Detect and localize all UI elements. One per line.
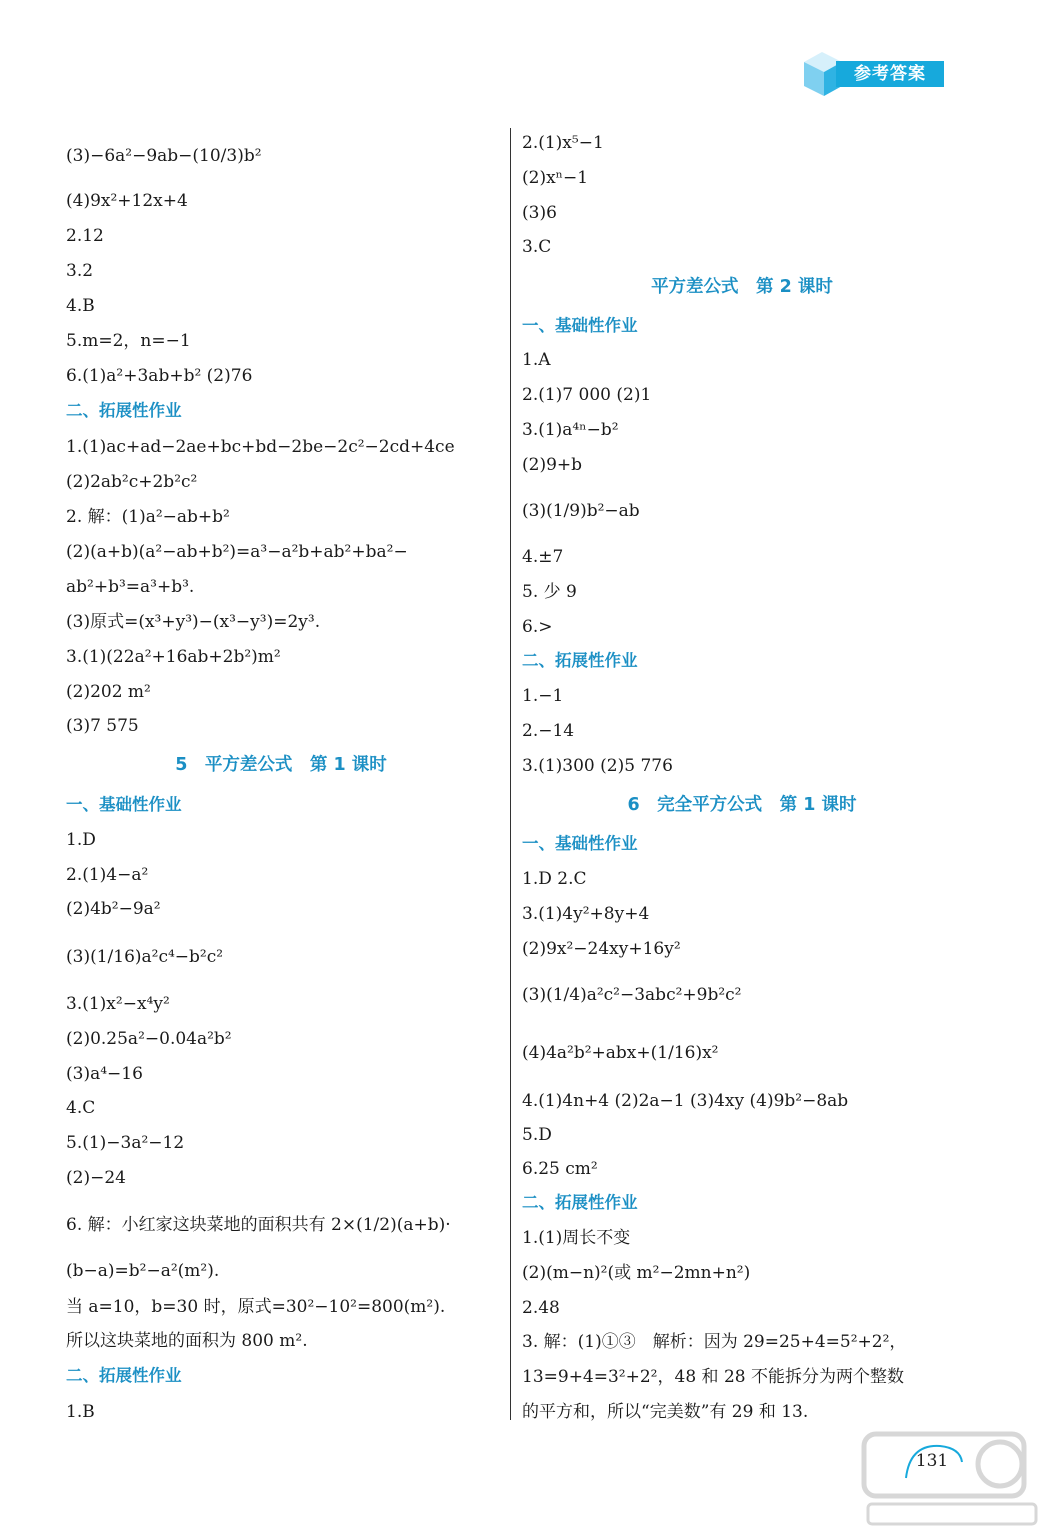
answer-line: 6. 解：小红家这块菜地的面积共有 2×(1/2)(a+b)· (66, 1215, 451, 1235)
lesson-title: 平方差公式 第 2 课时 (651, 277, 833, 297)
answer-line: 1.(1)周长不变 (522, 1228, 631, 1248)
answer-line: (3)6 (522, 203, 557, 223)
answer-line: (b−a)=b²−a²(m²). (66, 1261, 220, 1281)
answer-line: (2)(m−n)²(或 m²−2mn+n²) (522, 1263, 751, 1283)
answer-line: 6.> (522, 617, 553, 637)
answer-line: (2)4b²−9a² (66, 899, 161, 919)
answer-line: 的平方和，所以“完美数”有 29 和 13. (522, 1402, 809, 1422)
answer-line: 1.A (522, 350, 551, 370)
answer-line: 5.m=2，n=−1 (66, 331, 191, 351)
answer-line: 3.C (522, 237, 552, 257)
answer-line: (3)a⁴−16 (66, 1064, 143, 1084)
answer-line: (2)xⁿ−1 (522, 168, 589, 188)
section-heading: 二、拓展性作业 (522, 651, 638, 670)
section-heading: 二、拓展性作业 (66, 401, 182, 420)
answer-line: (2)−24 (66, 1168, 126, 1188)
answer-line: 3.(1)300 (2)5 776 (522, 756, 673, 776)
answer-line: 4.±7 (522, 547, 564, 567)
answer-line: 3.(1)4y²+8y+4 (522, 904, 650, 924)
answer-line: 3.(1)x²−x⁴y² (66, 994, 170, 1014)
answer-line: (2)9x²−24xy+16y² (522, 939, 681, 959)
answer-line: (3)(1/4)a²c²−3abc²+9b²c² (522, 985, 742, 1005)
lesson-title: 5 平方差公式 第 1 课时 (175, 755, 387, 775)
answer-line: 2.(1)x⁵−1 (522, 133, 604, 153)
answer-line: 3.2 (66, 261, 94, 281)
answer-line: (3)(1/16)a²c⁴−b²c² (66, 947, 224, 967)
answer-line: (3)7 575 (66, 716, 139, 736)
answer-line: 3.(1)(22a²+16ab+2b²)m² (66, 647, 281, 667)
answer-key-badge (800, 48, 946, 100)
column-divider (510, 128, 511, 1420)
answer-line: 当 a=10，b=30 时，原式=30²−10²=800(m²). (66, 1297, 446, 1317)
answer-line: ab²+b³=a³+b³. (66, 577, 195, 597)
answer-line: 3. 解：(1)①③ 解析：因为 29=25+4=5²+2²， (522, 1332, 907, 1352)
answer-line: (2)9+b (522, 455, 583, 475)
answer-line: 2. 解：(1)a²−ab+b² (66, 507, 230, 527)
answer-line: (2)(a+b)(a²−ab+b²)=a³−a²b+ab²+ba²− (66, 542, 408, 562)
answer-line: 2.12 (66, 226, 104, 246)
answer-line: 1.B (66, 1402, 95, 1422)
answer-line: 2.(1)4−a² (66, 865, 149, 885)
answer-line: (3)−6a²−9ab−(10/3)b² (66, 146, 262, 166)
answer-line: 4.B (66, 296, 95, 316)
answer-line: 6.25 cm² (522, 1159, 598, 1179)
answer-line: 所以这块菜地的面积为 800 m². (66, 1331, 308, 1351)
answer-line: 5.(1)−3a²−12 (66, 1133, 185, 1153)
answer-line: 4.(1)4n+4 (2)2a−1 (3)4xy (4)9b²−8ab (522, 1091, 849, 1111)
answer-line: 5. 少 9 (522, 582, 577, 602)
answer-line: (2)2ab²c+2b²c² (66, 472, 198, 492)
answer-line: (3)原式=(x³+y³)−(x³−y³)=2y³. (66, 612, 321, 632)
answer-line: 1.D 2.C (522, 869, 587, 889)
section-heading: 二、拓展性作业 (522, 1193, 638, 1212)
answer-line: 4.C (66, 1098, 96, 1118)
badge-label: 参考答案 (836, 61, 944, 87)
answer-line: (4)9x²+12x+4 (66, 191, 188, 211)
section-heading: 一、基础性作业 (522, 834, 638, 853)
answer-line: 1.(1)ac+ad−2ae+bc+bd−2be−2c²−2cd+4ce (66, 437, 455, 457)
section-heading: 一、基础性作业 (66, 795, 182, 814)
answer-line: 1.D (66, 830, 96, 850)
section-heading: 二、拓展性作业 (66, 1366, 182, 1385)
answer-line: 13=9+4=3²+2²，48 和 28 不能拆分为两个整数 (522, 1367, 904, 1387)
section-heading: 一、基础性作业 (522, 316, 638, 335)
answer-line: 2.−14 (522, 721, 575, 741)
answer-line: 3.(1)a⁴ⁿ−b² (522, 420, 619, 440)
answer-line: (3)(1/9)b²−ab (522, 501, 640, 521)
watermark-logo (860, 1426, 1040, 1530)
answer-line: 1.−1 (522, 686, 564, 706)
answer-line: 5.D (522, 1125, 552, 1145)
answer-line: 2.48 (522, 1298, 560, 1318)
answer-line: (2)0.25a²−0.04a²b² (66, 1029, 232, 1049)
answer-line: 2.(1)7 000 (2)1 (522, 385, 652, 405)
answer-line: (2)202 m² (66, 682, 151, 702)
page-number: 131 (915, 1451, 949, 1471)
answer-line: 6.(1)a²+3ab+b² (2)76 (66, 366, 253, 386)
answer-line: (4)4a²b²+abx+(1/16)x² (522, 1043, 719, 1063)
lesson-title: 6 完全平方公式 第 1 课时 (627, 795, 857, 815)
